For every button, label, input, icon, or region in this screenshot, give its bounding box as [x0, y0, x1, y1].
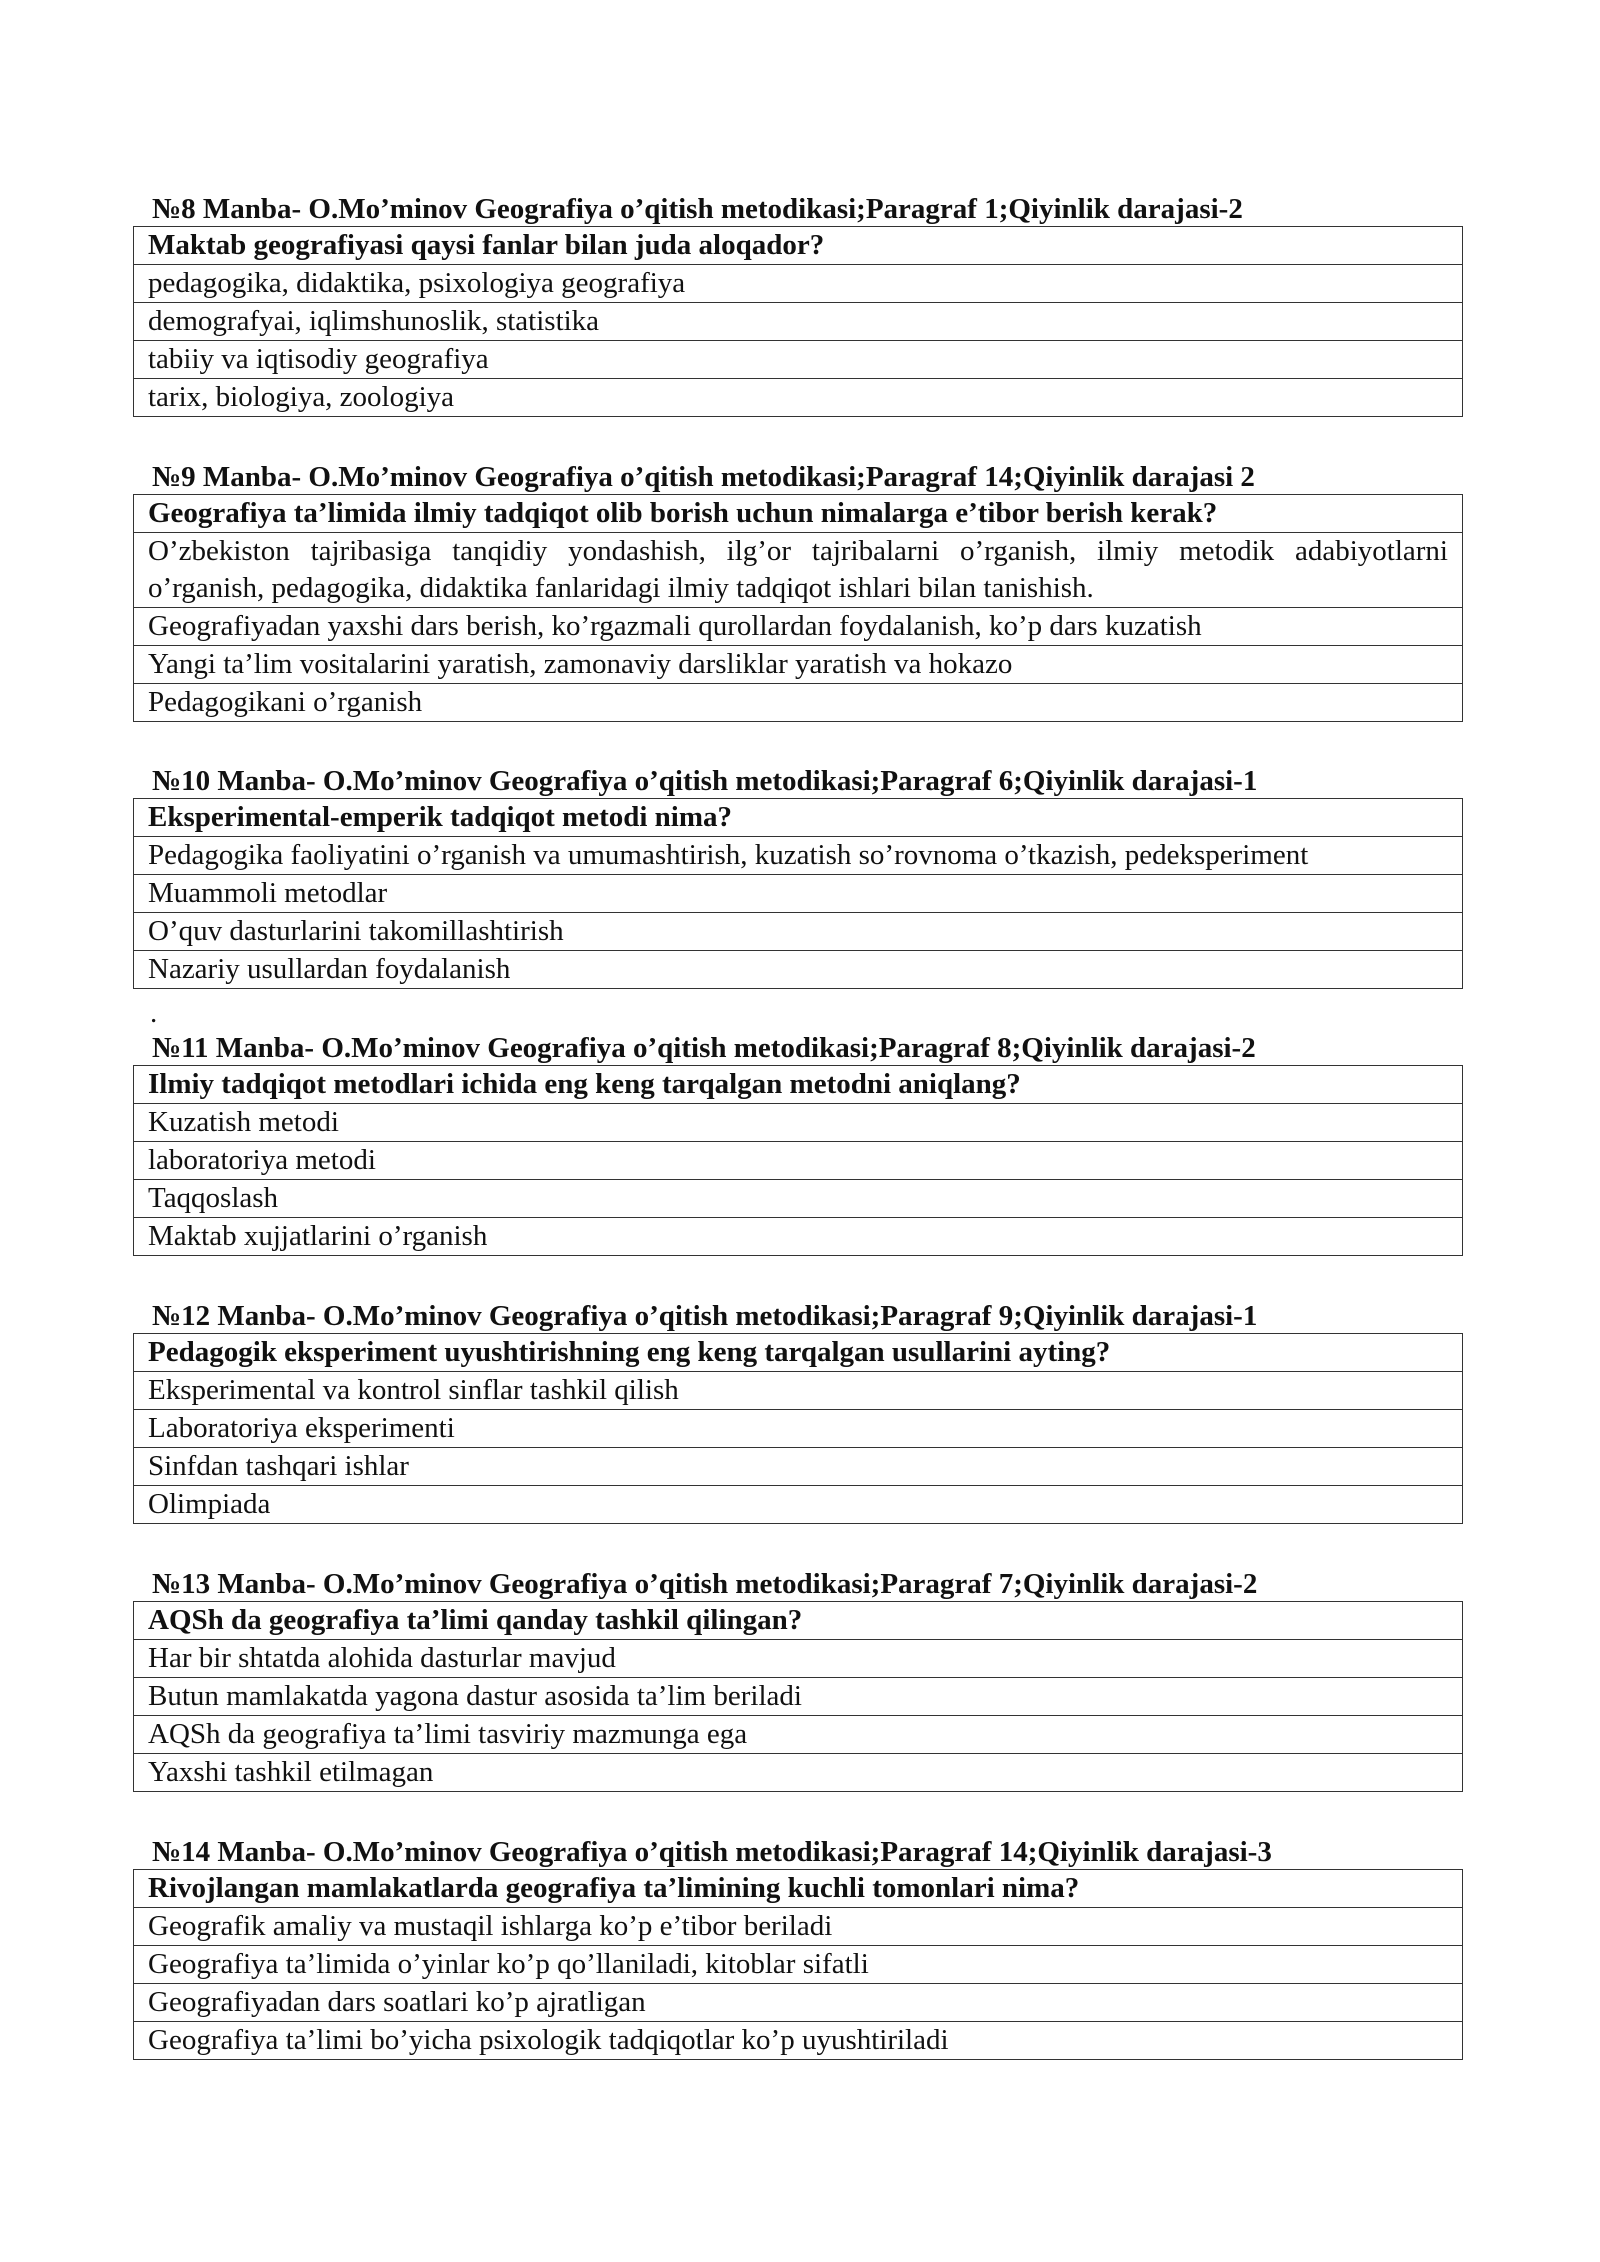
question-block-14	[133, 1835, 1463, 2060]
question-text: Pedagogik eksperiment uyushtirishning eng keng tarqalgan usullarini ayting?	[134, 1334, 1463, 1372]
question-table	[133, 1333, 1463, 1524]
question-text: AQSh da geografiya ta’limi qanday tashkil qilingan?	[134, 1602, 1463, 1640]
question-heading: №10 Manba- O.Mo’minov Geografiya o’qitish metodikasi;Paragraf 6;Qiyinlik darajasi-1	[152, 765, 1258, 797]
answer-option: Yangi ta’lim vositalarini yaratish, zamonaviy darsliklar yaratish va hokazo	[134, 646, 1463, 684]
answer-option: Geografiya ta’limida o’yinlar ko’p qo’llaniladi, kitoblar sifatli	[134, 1946, 1463, 1984]
answer-option: Butun mamlakatda yagona dastur asosida ta’lim beriladi	[134, 1678, 1463, 1716]
answer-option: Pedagogikani o’rganish	[134, 684, 1463, 722]
question-heading: №11 Manba- O.Mo’minov Geografiya o’qitish metodikasi;Paragraf 8;Qiyinlik darajasi-2	[152, 1032, 1256, 1064]
answer-option: AQSh da geografiya ta’limi tasviriy mazmunga ega	[134, 1716, 1463, 1754]
answer-option: Olimpiada	[134, 1486, 1463, 1524]
question-heading: №8 Manba- O.Mo’minov Geografiya o’qitish metodikasi;Paragraf 1;Qiyinlik darajasi-2	[152, 193, 1243, 225]
question-table	[133, 1065, 1463, 1256]
answer-option: Har bir shtatda alohida dasturlar mavjud	[134, 1640, 1463, 1678]
answer-option: demografyai, iqlimshunoslik, statistika	[134, 303, 1463, 341]
question-table	[133, 1601, 1463, 1792]
answer-option: Pedagogika faoliyatini o’rganish va umumashtirish, kuzatish so’rovnoma o’tkazish, pedeksperiment	[134, 837, 1463, 875]
question-table	[133, 798, 1463, 989]
answer-option: Eksperimental va kontrol sinflar tashkil qilish	[134, 1372, 1463, 1410]
answer-option: Nazariy usullardan foydalanish	[134, 951, 1463, 989]
answer-option: laboratoriya metodi	[134, 1142, 1463, 1180]
answer-option: Sinfdan tashqari ishlar	[134, 1448, 1463, 1486]
question-heading: №12 Manba- O.Mo’minov Geografiya o’qitish metodikasi;Paragraf 9;Qiyinlik darajasi-1	[152, 1300, 1258, 1332]
question-block-12	[133, 1299, 1463, 1524]
answer-option: O’quv dasturlarini takomillashtirish	[134, 913, 1463, 951]
question-heading: №13 Manba- O.Mo’minov Geografiya o’qitish metodikasi;Paragraf 7;Qiyinlik darajasi-2	[152, 1568, 1258, 1600]
question-text: Ilmiy tadqiqot metodlari ichida eng keng tarqalgan metodni aniqlang?	[134, 1066, 1463, 1104]
question-text: Geografiya ta’limida ilmiy tadqiqot olib borish uchun nimalarga e’tibor berish kerak?	[134, 495, 1463, 533]
question-text: Maktab geografiyasi qaysi fanlar bilan juda aloqador?	[134, 227, 1463, 265]
answer-option: Taqqoslash	[134, 1180, 1463, 1218]
answer-option: Maktab xujjatlarini o’rganish	[134, 1218, 1463, 1256]
question-table	[133, 1869, 1463, 2060]
question-table	[133, 226, 1463, 417]
answer-option: Geografik amaliy va mustaqil ishlarga ko’p e’tibor beriladi	[134, 1908, 1463, 1946]
answer-option: tabiiy va iqtisodiy geografiya	[134, 341, 1463, 379]
question-heading: №14 Manba- O.Mo’minov Geografiya o’qitish metodikasi;Paragraf 14;Qiyinlik darajasi-3	[152, 1836, 1272, 1868]
answer-option: pedagogika, didaktika, psixologiya geografiya	[134, 265, 1463, 303]
question-text: Rivojlangan mamlakatlarda geografiya ta’limining kuchli tomonlari nima?	[134, 1870, 1463, 1908]
separator-dot: .	[150, 997, 158, 1029]
question-block-10	[133, 764, 1463, 989]
question-block-8	[133, 192, 1463, 417]
question-table	[133, 494, 1463, 722]
answer-option: tarix, biologiya, zoologiya	[134, 379, 1463, 417]
question-text: Eksperimental-emperik tadqiqot metodi nima?	[134, 799, 1463, 837]
answer-option: Muammoli metodlar	[134, 875, 1463, 913]
answer-option: Geografiyadan dars soatlari ko’p ajratligan	[134, 1984, 1463, 2022]
answer-option: Yaxshi tashkil etilmagan	[134, 1754, 1463, 1792]
answer-option: Geografiya ta’limi bo’yicha psixologik tadqiqotlar ko’p uyushtiriladi	[134, 2022, 1463, 2060]
answer-option: Geografiyadan yaxshi dars berish, ko’rgazmali qurollardan foydalanish, ko’p dars kuzatish	[134, 608, 1463, 646]
question-heading: №9 Manba- O.Mo’minov Geografiya o’qitish metodikasi;Paragraf 14;Qiyinlik darajasi 2	[152, 461, 1255, 493]
answer-option: O’zbekiston tajribasiga tanqidiy yondashish, ilg’or tajribalarni o’rganish, ilmiy metodik adabiyotlarni o’rganish, pedagogika, didaktika fanlaridagi ilmiy tadqiqot ishlari bilan tanishish.	[134, 533, 1463, 608]
answer-option: Laboratoriya eksperimenti	[134, 1410, 1463, 1448]
question-block-13	[133, 1567, 1463, 1792]
question-block-9	[133, 460, 1463, 722]
answer-option: Kuzatish metodi	[134, 1104, 1463, 1142]
question-block-11	[133, 1031, 1463, 1256]
